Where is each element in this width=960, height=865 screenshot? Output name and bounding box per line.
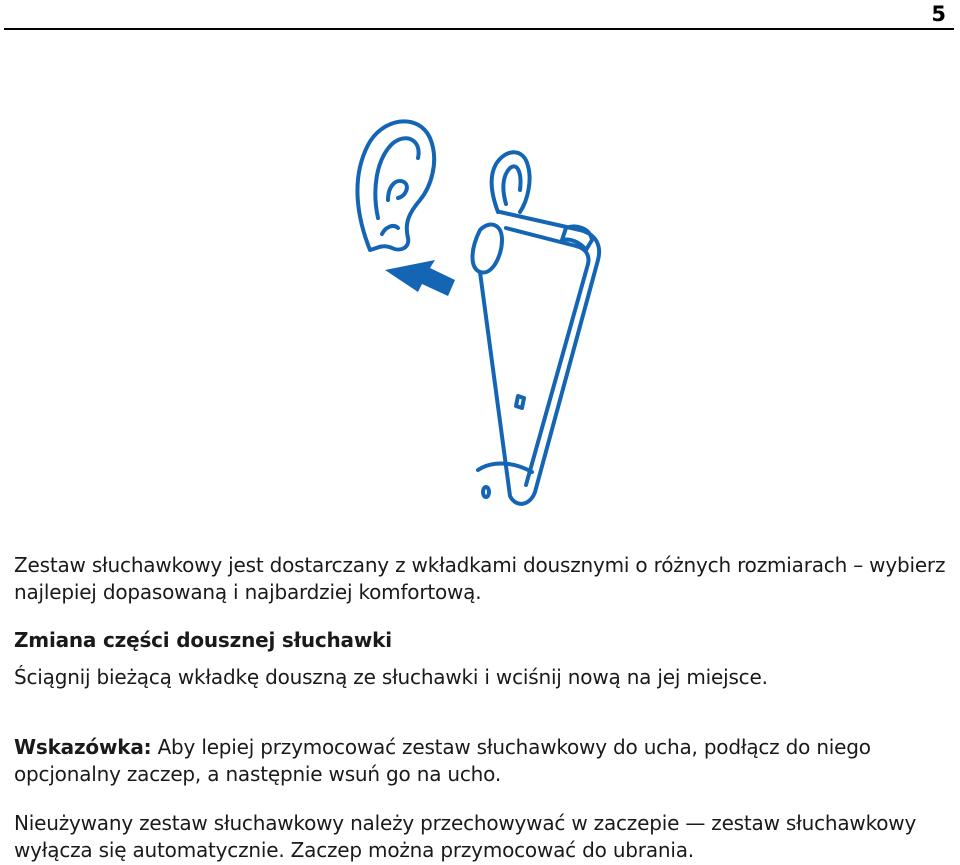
arrow-icon: [385, 260, 455, 296]
instruction-paragraph: Ściągnij bieżącą wkładkę douszną ze słuchawki i wciśnij nową na jej miejsce.: [14, 665, 768, 689]
ear-icon: [357, 121, 434, 250]
storage-paragraph: Nieużywany zestaw słuchawkowy należy przechowywać w zaczepie — zestaw słuchawkowy wyłącza się automatycznie. Zaczep można przymocować do ubrania.: [14, 811, 917, 862]
earpiece-illustration: [330, 100, 630, 520]
tip-paragraph: [14, 734, 950, 788]
page-number: 5: [931, 2, 946, 26]
tip-label: Wskazówka:: [14, 735, 152, 759]
tip-text: Aby lepiej przymocować zestaw słuchawkowy do ucha, podłącz do niego opcjonalny zaczep, a następnie wsuń go na ucho.: [14, 735, 871, 786]
headset-icon: [473, 152, 600, 504]
header-rule: [4, 28, 954, 30]
section-heading: Zmiana części dousznej słuchawki: [14, 628, 392, 652]
intro-paragraph: Zestaw słuchawkowy jest dostarczany z wkładkami dousznymi o różnych rozmiarach – wybierz najlepiej dopasowaną i najbardziej komfortową.: [14, 553, 946, 604]
